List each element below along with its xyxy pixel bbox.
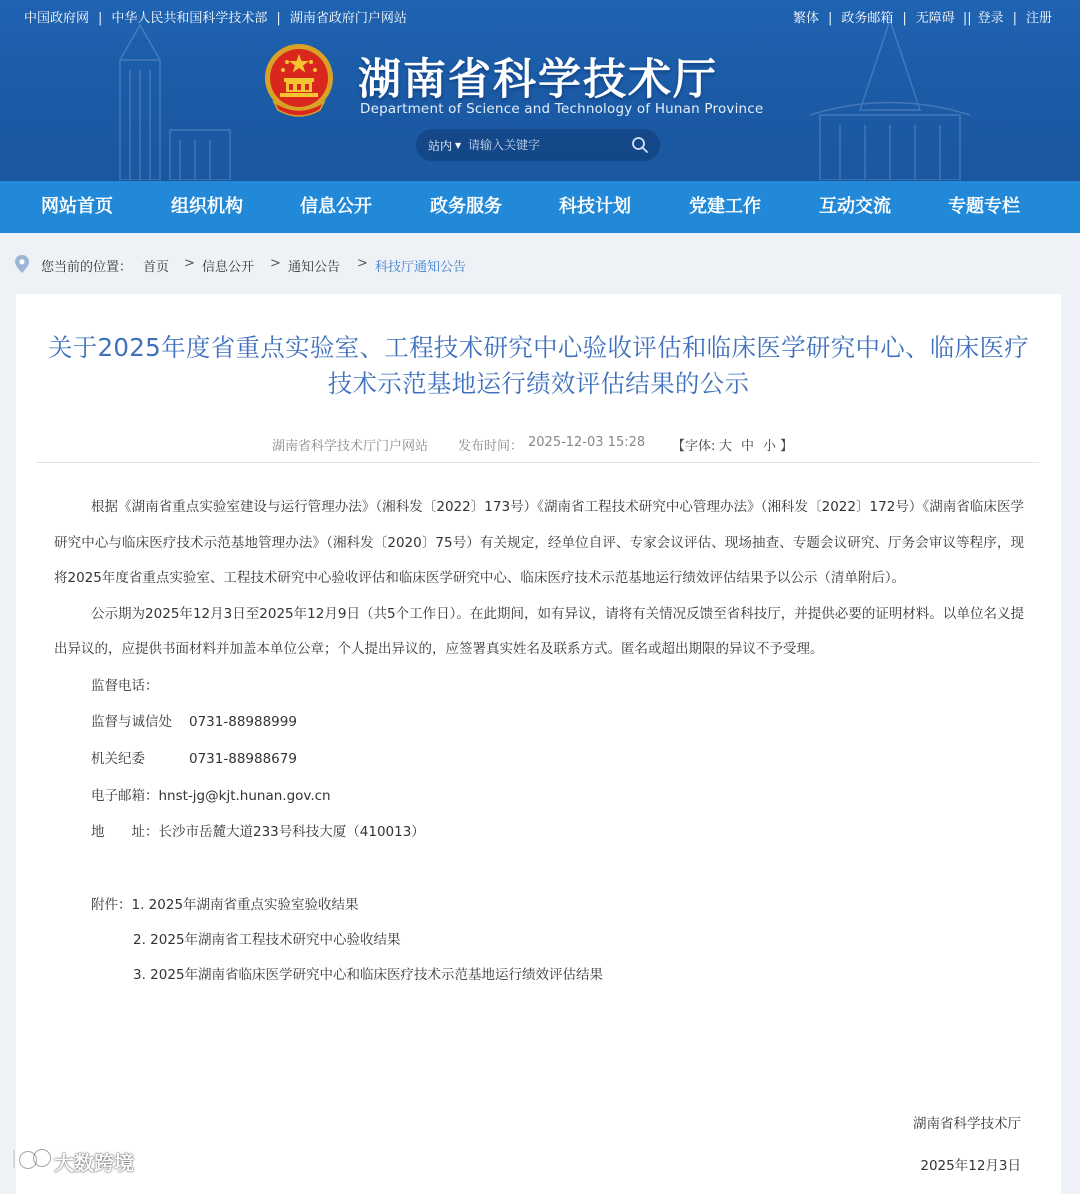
nav-special-topics[interactable]: 专题专栏 [948, 196, 1020, 217]
location-pin-icon [15, 255, 29, 273]
divider [36, 462, 1039, 463]
breadcrumb-home[interactable]: 首页 [143, 260, 170, 275]
attachment-label: 附件： [91, 896, 132, 913]
attachment-row [54, 888, 1024, 923]
spacer [54, 851, 1024, 888]
breadcrumb-notices[interactable]: 通知公告 [288, 260, 341, 275]
caret-down-icon: ▼ [455, 141, 462, 150]
article-source: 湖南省科学技术厅门户网站 [272, 439, 429, 454]
watermark-text: 大数跨境 [54, 1151, 134, 1175]
email-value: hnst-jg@kjt.hunan.gov.cn [158, 787, 331, 804]
utility-links [793, 7, 1052, 26]
publish-label: 发布时间： [458, 439, 524, 454]
search-box [416, 129, 660, 161]
nav-gov-services[interactable]: 政务服务 [430, 196, 502, 217]
link-gov-cn[interactable]: 中国政府网 [24, 11, 90, 26]
link-register[interactable]: 注册 [1025, 11, 1052, 26]
link-most[interactable]: 中华人民共和国科学技术部 [111, 11, 268, 26]
pavilion-skyline-icon [800, 20, 1000, 180]
top-links-bar [0, 0, 1080, 32]
link-separator: | [98, 11, 103, 26]
external-links [24, 7, 407, 26]
address-row [54, 814, 1024, 851]
nav-info-disclosure[interactable]: 信息公开 [300, 196, 372, 217]
building-skyline-icon [90, 20, 240, 180]
nav-party-work[interactable]: 党建工作 [689, 196, 761, 217]
font-size-small[interactable]: 小 [763, 439, 777, 454]
attachment-row [54, 923, 1024, 958]
address-value: 长沙市岳麓大道233号科技大厦（410013） [158, 824, 425, 841]
email-row [54, 778, 1024, 815]
site-header [0, 0, 1080, 181]
article-body [54, 490, 1024, 993]
link-separator: | [828, 11, 833, 26]
address-label: 地 址： [91, 824, 159, 841]
link-separator: | [902, 11, 907, 26]
attachment-link-3[interactable]: 3. 2025年湖南省临床医学研究中心和临床医疗技术示范基地运行绩效评估结果 [133, 966, 604, 983]
main-nav [0, 181, 1080, 233]
search-icon[interactable] [630, 135, 650, 155]
contact-row [54, 704, 1024, 741]
link-gov-mail[interactable]: 政务邮箱 [841, 11, 894, 26]
breadcrumb-prefix: 您当前的位置： [41, 260, 133, 275]
national-emblem-icon[interactable] [262, 40, 336, 120]
contact-phone: 0731-88988999 [189, 714, 297, 731]
site-subtitle: Department of Science and Technology of Hunan Province [360, 101, 764, 117]
link-hunan-gov[interactable]: 湖南省政府门户网站 [289, 11, 407, 26]
signature-org: 湖南省科学技术厅 [913, 1116, 1021, 1132]
link-traditional[interactable]: 繁体 [792, 11, 819, 26]
article-panel [16, 294, 1061, 1194]
attachment-row [54, 958, 1024, 993]
search-scope-dropdown[interactable] [428, 137, 461, 154]
link-separator: | [1012, 11, 1017, 26]
breadcrumb-separator: > [184, 256, 195, 271]
link-login[interactable]: 登录 [977, 11, 1004, 26]
nav-interaction[interactable]: 互动交流 [819, 196, 891, 217]
font-size-close: 】 [780, 439, 794, 454]
phone-heading: 监督电话： [91, 677, 159, 694]
link-separator: || [962, 11, 972, 26]
attachment-link-2[interactable]: 2. 2025年湖南省工程技术研究中心验收结果 [133, 931, 401, 948]
nav-organization[interactable]: 组织机构 [171, 196, 243, 217]
breadcrumb [0, 233, 1080, 293]
site-title[interactable]: 湖南省科学技术厅 [358, 55, 718, 105]
link-accessibility[interactable]: 无障碍 [915, 11, 955, 26]
breadcrumb-separator: > [270, 256, 281, 271]
article-meta [16, 435, 1061, 455]
breadcrumb-separator: > [357, 256, 368, 271]
nav-sci-plans[interactable]: 科技计划 [559, 196, 631, 217]
contact-label: 监督与诚信处 [91, 714, 172, 731]
font-size-label: 【字体: [672, 439, 716, 454]
breadcrumb-info-disclosure[interactable]: 信息公开 [202, 260, 255, 275]
font-size-medium[interactable]: 中 [741, 439, 755, 454]
contact-label: 机关纪委 [91, 750, 145, 767]
search-input[interactable] [468, 134, 618, 156]
attachment-link-1[interactable]: 1. 2025年湖南省重点实验室验收结果 [131, 896, 359, 913]
body-paragraph: 公示期为2025年12月3日至2025年12月9日（共5个工作日）。在此期间，如有异议，请将有关情况反馈至省科技厅，并提供必要的证明材料。以单位名义提出异议的，应提供书面材料并加盖本单位公章；个人提出异议的，应签署真实姓名及联系方式。匿名或超出期限的异议不予受理。 [54, 605, 1024, 657]
body-paragraph: 根据《湖南省重点实验室建设与运行管理办法》（湘科发〔2022〕173号）《湖南省工程技术研究中心管理办法》（湘科发〔2022〕172号）《湖南省临床医学研究中心与临床医疗技术示范基地管理办法》（湘科发〔2020〕75号）有关规定，经单位自评、专家会议评估、现场抽查、专题会议研究、厅务会审议等程序，现将2025年度省重点实验室、工程技术研究中心验收评估和临床医学研究中心、临床医疗技术示范基地运行绩效评估结果予以公示（清单附后）。 [54, 499, 1024, 586]
watermark-logo-icon [8, 1146, 52, 1172]
breadcrumb-current[interactable]: 科技厅通知公告 [375, 260, 467, 275]
article-title: 关于2025年度省重点实验室、工程技术研究中心验收评估和临床医学研究中心、临床医疗技术示范基地运行绩效评估结果的公示 [47, 333, 1030, 398]
contact-row [54, 741, 1024, 778]
link-separator: | [276, 11, 281, 26]
contact-phone: 0731-88988679 [189, 750, 297, 767]
signature-date: 2025年12月3日 [920, 1158, 1021, 1174]
search-scope-label: 站内 [428, 139, 453, 153]
email-label: 电子邮箱： [91, 787, 159, 804]
nav-home[interactable]: 网站首页 [41, 196, 113, 217]
publish-time: 2025-12-03 15:28 [528, 435, 646, 450]
font-size-large[interactable]: 大 [719, 439, 733, 454]
